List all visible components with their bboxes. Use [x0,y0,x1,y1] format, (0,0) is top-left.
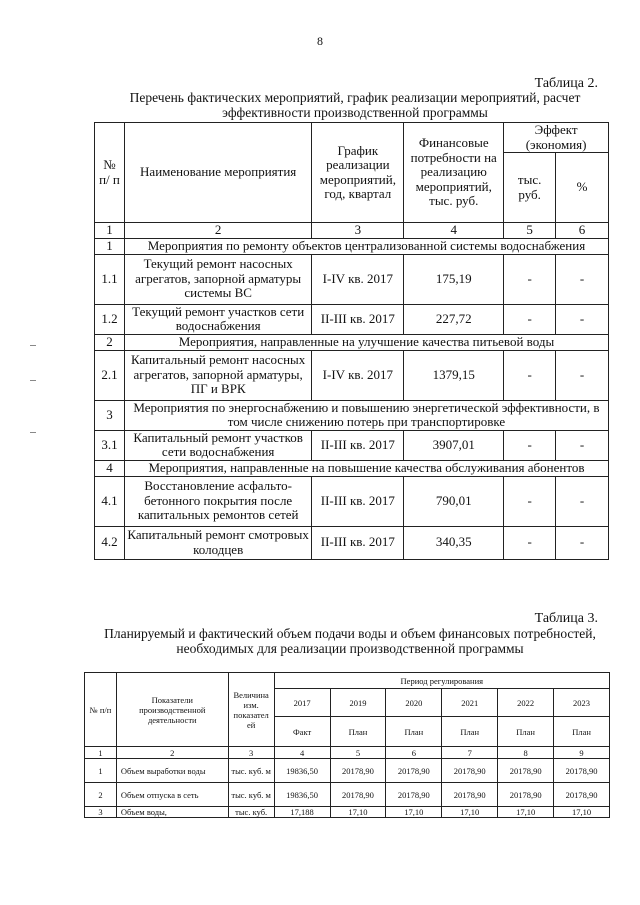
row-effect-pct: - [556,476,609,526]
section-title: Мероприятия, направленные на улучшение качества питьевой воды [124,334,608,350]
row-effect-pct: - [556,526,609,559]
t3-year: 2023 [554,689,610,717]
t3-row-indicator: Объем воды, [116,807,228,818]
t3-header-indicator: Показатели производственной деятельности [116,673,228,747]
t3-row-value: 20178,90 [498,759,554,783]
row-effect-rub: - [504,526,556,559]
col-number: 4 [404,223,504,239]
t3-row-value: 17,10 [498,807,554,818]
header-effect-rub: тыс. руб. [504,153,556,223]
header-finance: Финансовые потребности на реализацию мероприятий, тыс. руб. [404,123,504,223]
t3-col-number: 4 [274,747,330,759]
t3-row-unit: тыс. куб. [228,807,274,818]
t3-row-value: 20178,90 [442,783,498,807]
row-schedule: I-IV кв. 2017 [312,350,404,400]
t3-header-num: № п/п [85,673,117,747]
row-finance: 340,35 [404,526,504,559]
row-name: Капитальный ремонт смотровых колодцев [124,526,311,559]
row-effect-pct: - [556,350,609,400]
row-effect-pct: - [556,254,609,304]
col-number: 3 [312,223,404,239]
t3-row-value: 19836,50 [274,759,330,783]
row-finance: 3907,01 [404,430,504,460]
t3-row-value: 17,10 [386,807,442,818]
t3-col-number: 3 [228,747,274,759]
t3-row-unit: тыс. куб. м [228,783,274,807]
row-schedule: II-III кв. 2017 [312,476,404,526]
t3-year: 2020 [386,689,442,717]
t3-kind: Факт [274,717,330,747]
col-number: 5 [504,223,556,239]
t3-row-value: 17,10 [330,807,386,818]
t3-kind: План [498,717,554,747]
row-schedule: II-III кв. 2017 [312,526,404,559]
row-num: 1.2 [95,304,125,334]
row-effect-rub: - [504,430,556,460]
header-num: № п/ п [95,123,125,223]
row-finance: 1379,15 [404,350,504,400]
row-effect-pct: - [556,430,609,460]
t3-col-number: 1 [85,747,117,759]
header-effect-pct: % [556,153,609,223]
section-title: Мероприятия, направленные на повышение качества обслуживания абонентов [124,460,608,476]
t3-row-num: 1 [85,759,117,783]
table3-caption: Таблица 3. [534,611,598,626]
col-number: 6 [556,223,609,239]
row-effect-rub: - [504,476,556,526]
t3-kind: План [442,717,498,747]
table3-title: Планируемый и фактический объем подачи воды и объем финансовых потребностей, необходимых для реализации производственной программы [104,626,596,656]
t3-row-value: 17,188 [274,807,330,818]
t3-col-number: 8 [498,747,554,759]
t3-row-value: 17,10 [442,807,498,818]
table2-title: Перечень фактических мероприятий, график реализации мероприятий, расчет эффективности производственной программы [129,90,581,120]
margin-mark [30,380,36,381]
t3-row-num: 2 [85,783,117,807]
row-num: 4.1 [95,476,125,526]
row-name: Восстановление асфальто-бетонного покрытия после капитальных ремонтов сетей [124,476,311,526]
row-num: 4.2 [95,526,125,559]
header-name: Наименование мероприятия [124,123,311,223]
row-schedule: II-III кв. 2017 [312,304,404,334]
row-num: 3.1 [95,430,125,460]
t3-col-number: 7 [442,747,498,759]
t3-header-period: Период регулирования [274,673,609,689]
t3-row-value: 20178,90 [386,759,442,783]
t3-row-value: 19836,50 [274,783,330,807]
col-number: 1 [95,223,125,239]
header-effect: Эффект (экономия) [504,123,609,153]
t3-kind: План [554,717,610,747]
table2 [94,122,609,560]
t3-row-num: 3 [85,807,117,818]
row-effect-pct: - [556,304,609,334]
section-num: 2 [95,334,125,350]
col-number: 2 [124,223,311,239]
row-effect-rub: - [504,350,556,400]
t3-row-value: 20178,90 [442,759,498,783]
header-schedule: График реализации мероприятий, год, квартал [312,123,404,223]
t3-year: 2021 [442,689,498,717]
t3-row-value: 20178,90 [554,783,610,807]
row-finance: 227,72 [404,304,504,334]
t3-row-value: 17,10 [554,807,610,818]
t3-year: 2017 [274,689,330,717]
t3-row-value: 20178,90 [554,759,610,783]
section-title: Мероприятия по энергоснабжению и повышению энергетической эффективности, в том числе снижению потерь при транспортировке [124,400,608,430]
table2-caption: Таблица 2. [534,76,598,91]
row-effect-rub: - [504,304,556,334]
margin-mark [30,432,36,433]
t3-row-indicator: Объем отпуска в сеть [116,783,228,807]
row-name: Капитальный ремонт насосных агрегатов, запорной арматуры, ПГ и ВРК [124,350,311,400]
t3-col-number: 6 [386,747,442,759]
row-num: 2.1 [95,350,125,400]
section-num: 3 [95,400,125,430]
t3-row-value: 20178,90 [386,783,442,807]
row-name: Капитальный ремонт участков сети водоснабжения [124,430,311,460]
row-finance: 790,01 [404,476,504,526]
t3-year: 2022 [498,689,554,717]
t3-kind: План [386,717,442,747]
t3-col-number: 9 [554,747,610,759]
section-num: 1 [95,238,125,254]
row-schedule: I-IV кв. 2017 [312,254,404,304]
row-effect-rub: - [504,254,556,304]
table3 [84,672,610,818]
t3-col-number: 2 [116,747,228,759]
t3-row-unit: тыс. куб. м [228,759,274,783]
row-num: 1.1 [95,254,125,304]
row-name: Текущий ремонт насосных агрегатов, запорной арматуры системы ВС [124,254,311,304]
section-num: 4 [95,460,125,476]
row-name: Текущий ремонт участков сети водоснабжения [124,304,311,334]
t3-row-value: 20178,90 [330,759,386,783]
page-number: 8 [317,34,323,48]
row-schedule: II-III кв. 2017 [312,430,404,460]
section-title: Мероприятия по ремонту объектов централизованной системы водоснабжения [124,238,608,254]
t3-row-value: 20178,90 [330,783,386,807]
t3-col-number: 5 [330,747,386,759]
t3-year: 2019 [330,689,386,717]
t3-row-indicator: Объем выработки воды [116,759,228,783]
t3-header-unit: Величина изм. показател ей [228,673,274,747]
t3-kind: План [330,717,386,747]
margin-mark [30,345,36,346]
t3-row-value: 20178,90 [498,783,554,807]
row-finance: 175,19 [404,254,504,304]
